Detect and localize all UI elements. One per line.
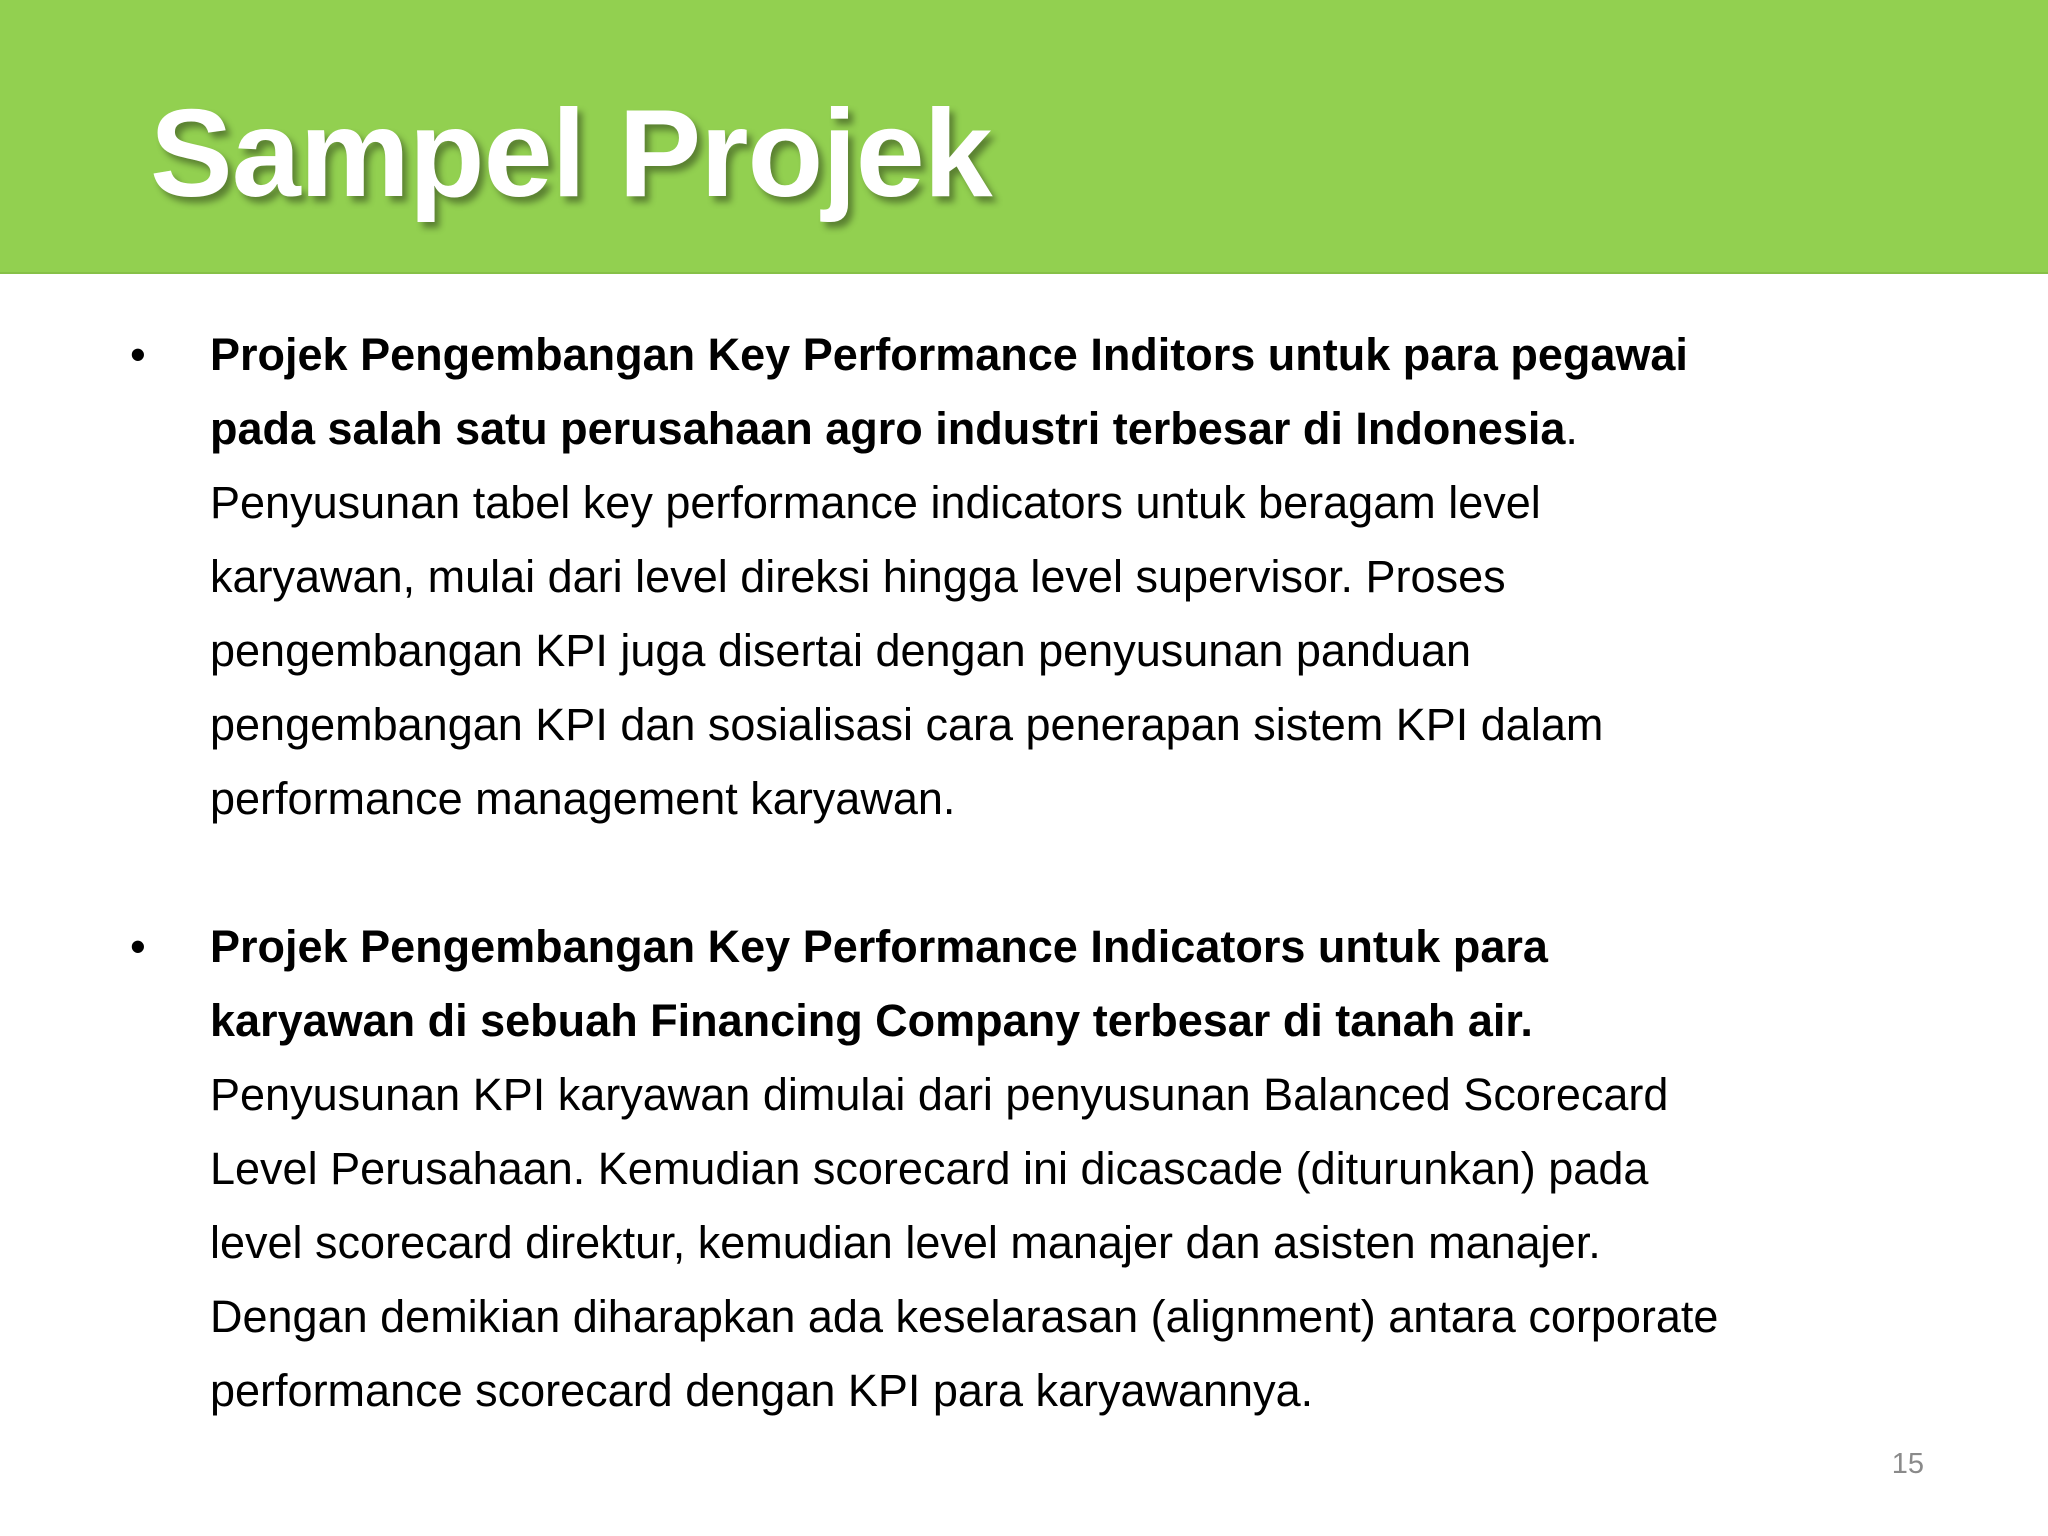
bullet-body-line: Dengan demikian diharapkan ada keselarasan (alignment) antara corporate: [210, 1291, 1719, 1342]
bullet-heading-line: Projek Pengembangan Key Performance Inditors untuk para pegawai: [210, 329, 1688, 380]
page-number: 15: [1891, 1448, 1924, 1480]
bullet-item-financing-kpi-project: [130, 910, 1940, 1428]
bullet-heading-text: pada salah satu perusahaan agro industri terbesar di Indonesia: [210, 403, 1566, 454]
slide-title: Sampel Projek: [150, 85, 992, 223]
bullet-list: [130, 318, 1940, 1428]
bullet-marker: •: [130, 921, 146, 972]
bullet-heading-line: karyawan di sebuah Financing Company terbesar di tanah air.: [210, 995, 1533, 1046]
bullet-body-line: pengembangan KPI dan sosialisasi cara penerapan sistem KPI dalam: [210, 699, 1604, 750]
bullet-marker: •: [130, 329, 146, 380]
bullet-body-line: karyawan, mulai dari level direksi hingga level supervisor. Proses: [210, 551, 1506, 602]
bullet-heading-trailing: .: [1565, 403, 1578, 454]
bullet-heading-line: Projek Pengembangan Key Performance Indicators untuk para: [210, 921, 1548, 972]
bullet-item-agro-kpi-project: [130, 318, 1940, 836]
bullet-body-line: Penyusunan KPI karyawan dimulai dari penyusunan Balanced Scorecard: [210, 1069, 1669, 1120]
bullet-body-line: performance management karyawan.: [210, 773, 956, 824]
header-band: [0, 0, 2048, 274]
bullet-body-line: Level Perusahaan. Kemudian scorecard ini dicascade (diturunkan) pada: [210, 1143, 1649, 1194]
bullet-body-line: performance scorecard dengan KPI para karyawannya.: [210, 1365, 1314, 1416]
bullet-body-line: Penyusunan tabel key performance indicators untuk beragam level: [210, 477, 1541, 528]
bullet-body-line: level scorecard direktur, kemudian level manajer dan asisten manajer.: [210, 1217, 1601, 1268]
bullet-heading-line: [210, 392, 1940, 466]
bullet-body-line: pengembangan KPI juga disertai dengan penyusunan panduan: [210, 625, 1472, 676]
